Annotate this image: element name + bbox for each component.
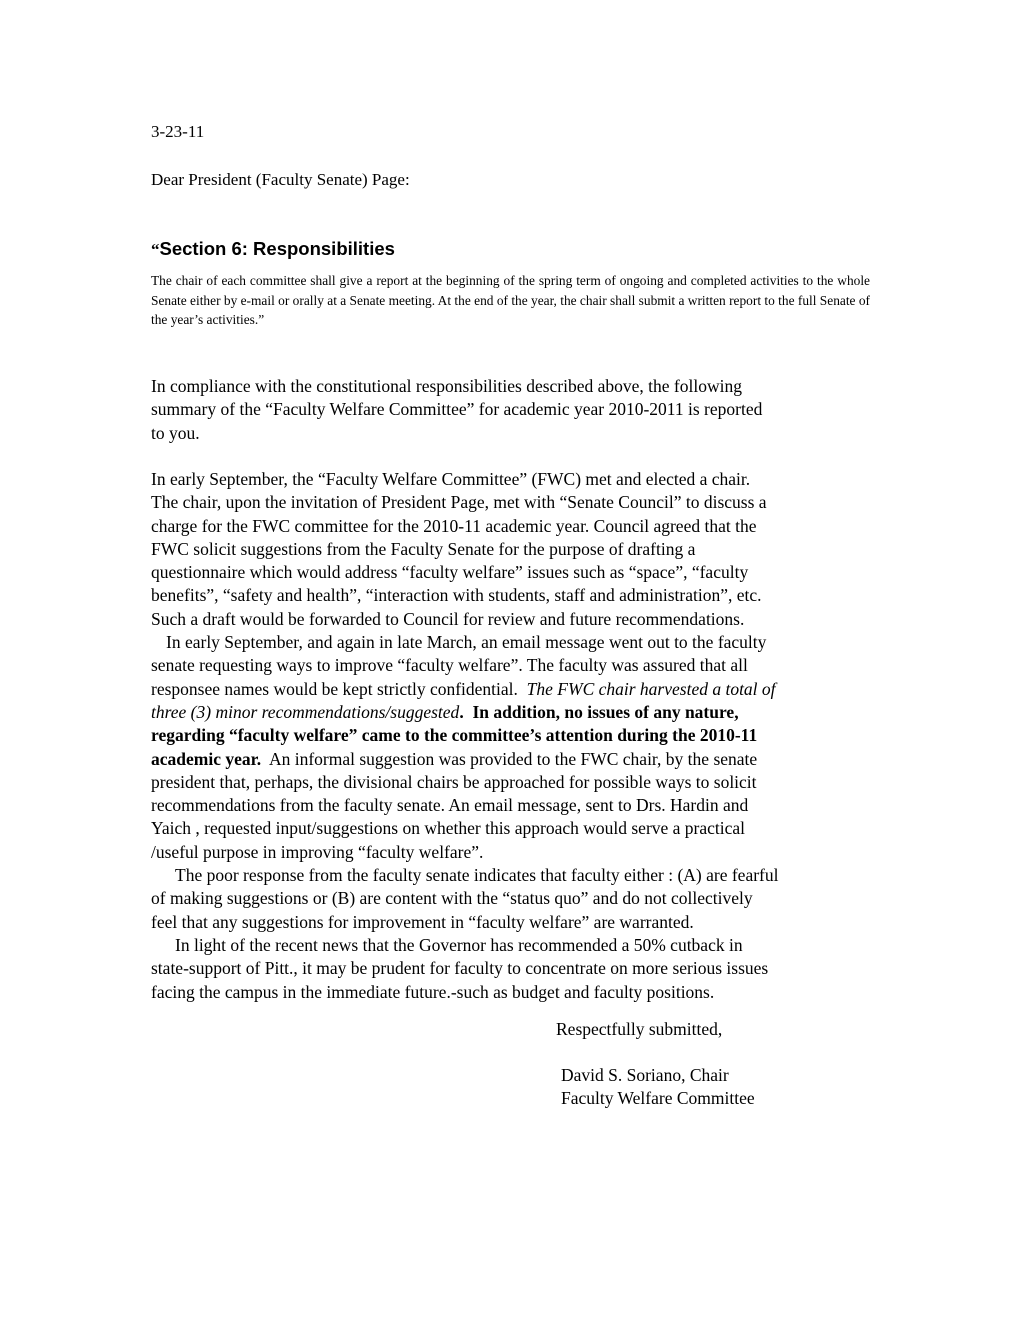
- intro-paragraph: [151, 375, 762, 445]
- body-line: charge for the FWC committee for the 2010-11 academic year. Council agreed that the: [151, 515, 757, 536]
- closing-line: Respectfully submitted,: [556, 1019, 723, 1039]
- letter-date: 3-23-11: [151, 122, 205, 141]
- body-line: senate requesting ways to improve “faculty welfare”. The faculty was assured that all: [151, 655, 748, 676]
- body-text-bold: academic year.: [151, 748, 262, 769]
- intro-line: summary of the “Faculty Welfare Committee” for academic year 2010-2011 is reported: [151, 399, 763, 420]
- body-line: president that, perhaps, the divisional chairs be approached for possible ways to solicit: [151, 771, 757, 792]
- body-line: In light of the recent news that the Governor has recommended a 50% cutback in: [175, 934, 743, 955]
- body-line: Yaich , requested input/suggestions on whether this approach would serve a practical: [151, 818, 746, 839]
- report-body: [151, 468, 779, 1004]
- body-line: The chair, upon the invitation of President Page, met with “Senate Council” to discuss a: [151, 492, 767, 513]
- body-text-bold: regarding “faculty welfare” came to the committee’s attention during the 2010-11: [151, 725, 758, 746]
- body-line: of making suggestions or (B) are content with the “status quo” and do not collectively: [151, 888, 753, 909]
- body-line: In early September, and again in late March, an email message went out to the faculty: [166, 632, 767, 653]
- body-line: recommendations from the faculty senate. An email message, sent to Drs. Hardin and: [151, 795, 749, 816]
- body-text-plain: An informal suggestion was provided to the FWC chair, by the senate: [261, 748, 758, 769]
- section-title: Section 6: Responsibilities: [159, 238, 395, 259]
- body-line: FWC solicit suggestions from the Faculty Senate for the purpose of drafting a: [151, 538, 696, 559]
- body-text-bold: . In addition, no issues of any nature,: [459, 701, 739, 722]
- body-line: [151, 678, 779, 701]
- salutation: Dear President (Faculty Senate) Page:: [151, 170, 410, 189]
- body-line: Such a draft would be forwarded to Council for review and future recommendations.: [151, 608, 745, 629]
- body-line: [151, 724, 779, 747]
- section-heading: [151, 238, 395, 260]
- body-line: [151, 748, 779, 771]
- signature-block: [561, 1064, 755, 1110]
- body-line: In early September, the “Faculty Welfare Committee” (FWC) met and elected a chair.: [151, 469, 751, 489]
- body-line: facing the campus in the immediate future.-such as budget and faculty positions.: [151, 981, 715, 1002]
- intro-line: In compliance with the constitutional responsibilities described above, the following: [151, 376, 742, 396]
- opening-quote-mark: “: [151, 240, 160, 259]
- body-text-plain: responsee names would be kept strictly confidential.: [151, 678, 527, 699]
- body-line: benefits”, “safety and health”, “interaction with students, staff and administration”, etc.: [151, 585, 762, 606]
- body-line: /useful purpose in improving “faculty welfare”.: [151, 841, 484, 862]
- body-line: feel that any suggestions for improvement in “faculty welfare” are warranted.: [151, 911, 694, 932]
- body-line: questionnaire which would address “faculty welfare” issues such as “space”, “faculty: [151, 562, 749, 583]
- intro-line: to you.: [151, 422, 200, 443]
- body-line: state-support of Pitt., it may be prudent for faculty to concentrate on more serious issues: [151, 958, 769, 979]
- body-text-italic: three (3) minor recommendations/suggested: [151, 701, 460, 722]
- body-text-italic: The FWC chair harvested a total of: [526, 678, 776, 699]
- constitution-quote: The chair of each committee shall give a report at the beginning of the spring term of ongoing and completed activities to the whole Senate either by e-mail or orally at a Senate meeting. At the end of the year, the chair shall submit a written report to the full Senate of the year’s activities.”: [151, 273, 870, 327]
- body-line: [151, 701, 779, 724]
- signer-name: David S. Soriano, Chair: [561, 1065, 729, 1085]
- body-line: The poor response from the faculty senate indicates that faculty either : (A) are fearful: [175, 865, 779, 886]
- signer-committee: Faculty Welfare Committee: [561, 1088, 755, 1108]
